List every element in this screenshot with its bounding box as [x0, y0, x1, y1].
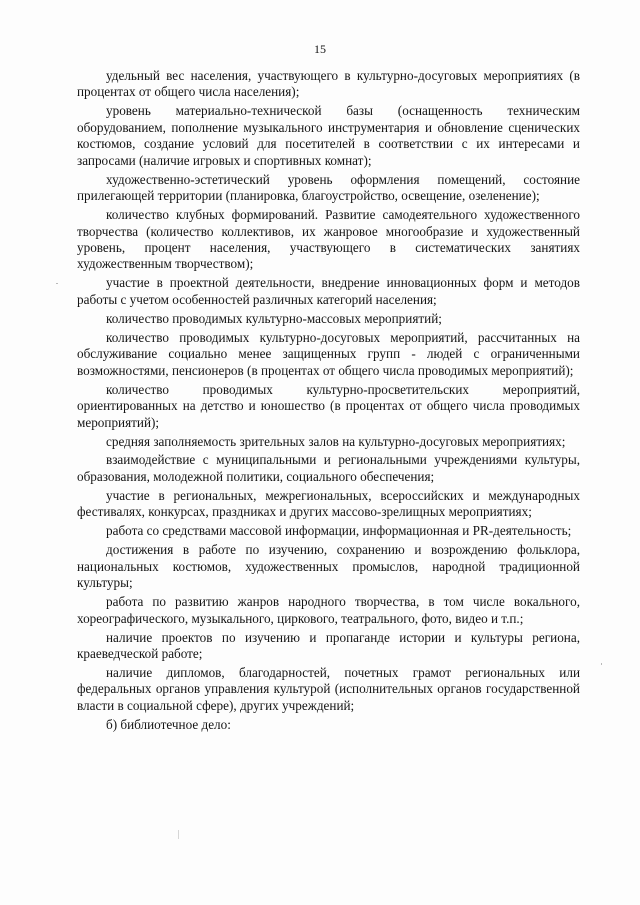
- paragraph-participation-share: удельный вес населения, участвующего в культурно-досуговых мероприятиях (в процентах от общего числа населения);: [77, 68, 580, 100]
- paragraph-premises-design: художественно-эстетический уровень оформления помещений, состояние прилегающей территории (планировка, благоустройство, освещение, озеленение);: [77, 171, 580, 204]
- paragraph-folklore-achievements: достижения в работе по изучению, сохранению и возрождению фольклора, национальных костюмов, художественных промыслов, народной традиционной культуры;: [77, 542, 580, 591]
- paragraph-local-history-projects: наличие проектов по изучению и пропаганде истории и культуры региона, краеведческой работе;: [77, 629, 580, 661]
- page-number: 15: [314, 42, 326, 56]
- paragraph-institutional-cooperation: взаимодействие с муниципальными и региональными учреждениями культуры, образования, молодежной политики, социального обеспечения;: [77, 452, 580, 484]
- scan-speck: [56, 283, 58, 284]
- paragraph-vulnerable-groups-events: количество проводимых культурно-досуговых мероприятий, рассчитанных на обслуживание социально менее защищенных групп - людей с ограниченными возможностями, пенсионеров (в процентах от общего числа проводимых мероприятий);: [77, 329, 580, 378]
- scan-speck: [178, 830, 179, 839]
- paragraph-media-work: работа со средствами массовой информации, информационная и PR-деятельность;: [106, 523, 572, 539]
- paragraph-library-section: б) библиотечное дело:: [106, 716, 231, 732]
- paragraph-mass-events: количество проводимых культурно-массовых мероприятий;: [106, 310, 442, 326]
- paragraph-hall-occupancy: средняя заполняемость зрительных залов на культурно-досуговых мероприятиях;: [106, 433, 566, 449]
- scan-speck: [601, 663, 602, 665]
- paragraph-festival-participation: участие в региональных, межрегиональных, всероссийских и международных фестивалях, конкурсах, праздниках и других массово-зрелищных мероприятиях;: [77, 487, 580, 520]
- paragraph-club-formations: количество клубных формирований. Развитие самодеятельного художественного творчества (количество коллективов, их жанровое многообразие и художественный уровень, процент населения, участвующего в систематических занятиях художественным творчеством);: [77, 207, 580, 272]
- paragraph-material-base: уровень материально-технической базы (оснащенность техническим оборудованием, пополнение музыкального инструментария и обновление сценических костюмов, создание условий для посетителей в соответствии с их интересами и запросами (наличие игровых и спортивных комнат);: [77, 103, 580, 168]
- paragraph-folk-genres: работа по развитию жанров народного творчества, в том числе вокального, хореографического, музыкального, циркового, театрального, фото, видео и т.п.;: [77, 594, 580, 626]
- paragraph-awards: наличие дипломов, благодарностей, почетных грамот региональных или федеральных органов управления культурой (исполнительных органов государственной власти в социальной сфере), других учреждений;: [77, 664, 580, 713]
- paragraph-project-activity: участие в проектной деятельности, внедрение инновационных форм и методов работы с учетом особенностей различных категорий населения;: [77, 275, 580, 307]
- paragraph-youth-events: количество проводимых культурно-просветительских мероприятий, ориентированных на детство и юношество (в процентах от общего числа проводимых мероприятий);: [77, 381, 580, 430]
- criteria-list: [77, 68, 580, 736]
